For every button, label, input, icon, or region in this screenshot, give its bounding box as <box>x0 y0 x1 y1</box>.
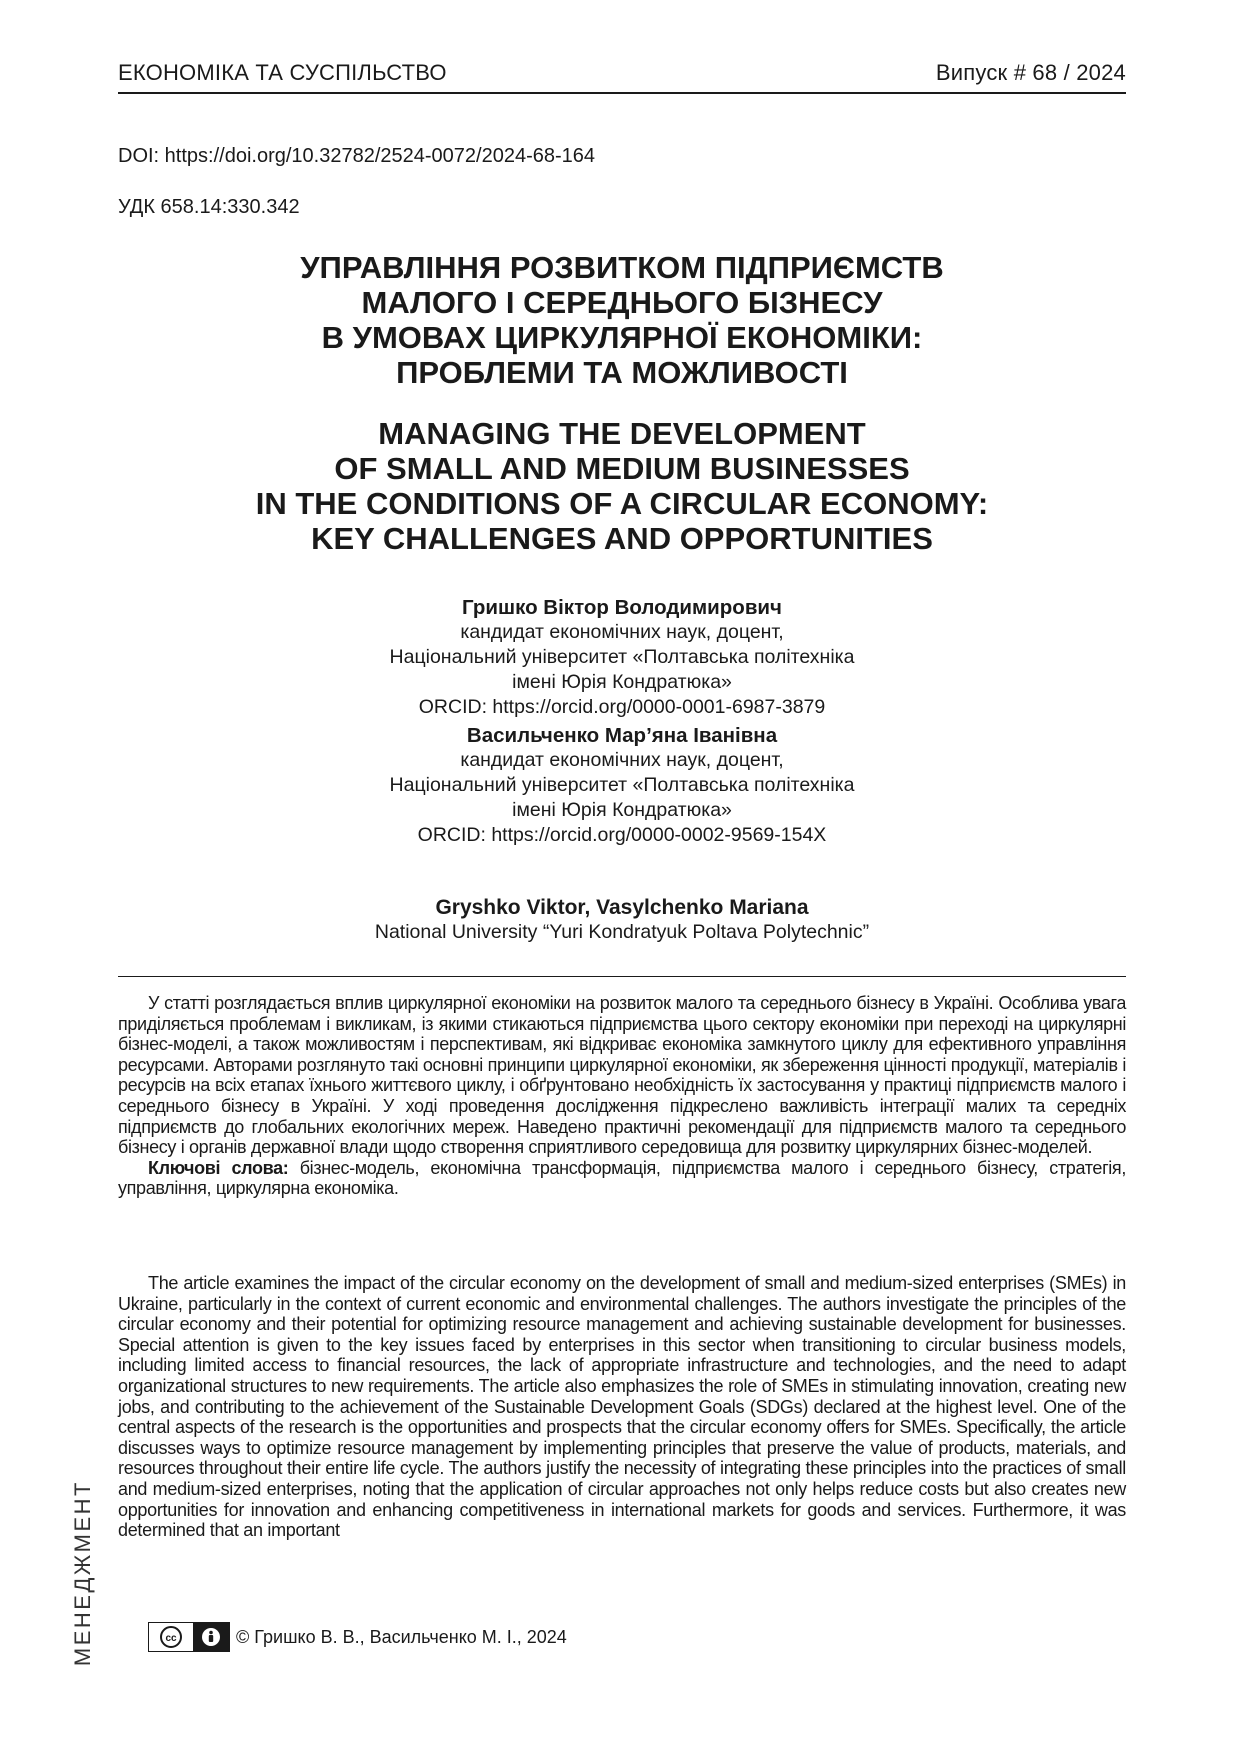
title-line: OF SMALL AND MEDIUM BUSINESSES <box>334 451 910 486</box>
title-line: IN THE CONDITIONS OF A CIRCULAR ECONOMY: <box>255 486 989 521</box>
author-1 <box>118 595 1126 720</box>
cc-by-icon <box>148 1622 230 1652</box>
journal-name: ЕКОНОМІКА ТА СУСПІЛЬСТВО <box>118 60 447 85</box>
keywords-text: бізнес-модель, економічна трансформація, підприємства малого і середнього бізнесу, стратегія, управління, циркулярна економіка. <box>118 1157 1126 1199</box>
title-line: MANAGING THE DEVELOPMENT <box>378 416 866 451</box>
title-ukrainian <box>118 250 1126 390</box>
authors-block <box>118 595 1126 851</box>
title-line: УПРАВЛІННЯ РОЗВИТКОМ ПІДПРИЄМСТВ <box>300 250 944 285</box>
section-side-label: МЕНЕДЖМЕНТ <box>70 1480 95 1667</box>
svg-text:cc: cc <box>165 1633 177 1644</box>
author-names-english: Gryshko Viktor, Vasylchenko Mariana <box>435 896 809 919</box>
udk-code: УДК 658.14:330.342 <box>118 196 300 218</box>
keywords-label: Ключові слова: <box>148 1157 289 1178</box>
author-degree: кандидат економічних наук, доцент, <box>460 749 784 771</box>
author-affiliation: Національний університет «Полтавська політехніка <box>389 646 855 668</box>
author-affiliation: Національний університет «Полтавська політехніка <box>389 774 855 796</box>
title-english <box>118 416 1126 556</box>
authors-english <box>118 895 1126 945</box>
author-2 <box>118 723 1126 848</box>
copyright-text: © Гришко В. В., Васильченко М. І., 2024 <box>236 1626 567 1647</box>
abstract-ukrainian <box>118 993 1126 1199</box>
section-divider <box>118 976 1126 977</box>
author-name: Васильченко Мар’яна Іванівна <box>466 724 778 747</box>
abstract-english <box>118 1273 1126 1541</box>
page-header <box>118 60 1126 94</box>
title-line: В УМОВАХ ЦИРКУЛЯРНОЇ ЕКОНОМІКИ: <box>321 320 923 355</box>
author-affiliation-english: National University “Yuri Kondratyuk Poltava Polytechnic” <box>374 921 870 943</box>
author-affiliation: імені Юрія Кондратюка» <box>512 799 732 821</box>
author-name: Гришко Віктор Володимирович <box>462 596 782 619</box>
title-line: ПРОБЛЕМИ ТА МОЖЛИВОСТІ <box>396 355 848 390</box>
abstract-text: У статті розглядається вплив циркулярної економіки на розвиток малого та середнього бізнесу в Україні. Особлива увага приділяється проблемам і викликам, із якими стикаються підприємства цього сектору економіки при переході на циркулярні бізнес-моделі, а також можливостям і перспективам, які відкриває економіка замкнутого циклу для ефективного управління ресурсами. Авторами розглянуто такі основні принципи циркулярної економіки, як збереження цінності продукції, матеріалів і ресурсів на всіх етапах їхнього життєвого циклу, і обґрунтовано необхідність їх застосування у практиці підприємств малого і середнього бізнесу в Україні. У ході проведення дослідження підкреслено важливість інтеграції малих та середніх підприємств до глобальних екологічних мереж. Наведено практичні рекомендації для підприємств малого та середнього бізнесу і органів державної влади щодо створення сприятливого середовища для розвитку циркулярних бізнес-моделей. <box>118 993 1126 1158</box>
title-line: МАЛОГО І СЕРЕДНЬОГО БІЗНЕСУ <box>361 285 883 320</box>
author-degree: кандидат економічних наук, доцент, <box>460 621 784 643</box>
keywords <box>118 1158 1126 1199</box>
page-footer <box>148 1622 567 1652</box>
author-orcid: ORCID: https://orcid.org/0000-0002-9569-154X <box>417 824 827 846</box>
issue-number: Випуск # 68 / 2024 <box>935 60 1126 85</box>
author-orcid: ORCID: https://orcid.org/0000-0001-6987-3879 <box>418 696 826 718</box>
author-affiliation: імені Юрія Кондратюка» <box>512 671 732 693</box>
abstract-text: The article examines the impact of the circular economy on the development of small and medium-sized enterprises (SMEs) in Ukraine, particularly in the context of current economic and environmental challenges. The authors investigate the principles of the circular economy and their potential for optimizing resource management and achieving sustainable development for businesses. Special attention is given to the key issues faced by enterprises in this sector when transitioning to circular business models, including limited access to financial resources, the lack of appropriate infrastructure and technologies, and the need to adapt organizational structures to new requirements. The article also emphasizes the role of SMEs in stimulating innovation, creating new jobs, and contributing to the achievement of the Sustainable Development Goals (SDGs) declared at the highest level. One of the central aspects of the research is the opportunities and prospects that the circular economy offers for SMEs. Specifically, the article discusses ways to optimize resource management by implementing principles that preserve the value of products, materials, and resources throughout their entire life cycle. The authors justify the necessity of integrating these principles into the practices of small and medium-sized enterprises, noting that the application of circular approaches not only helps reduce costs but also creates new opportunities for innovation and enhancing competitiveness in international markets for goods and services. Furthermore, it was determined that an important <box>118 1273 1126 1541</box>
doi: DOI: https://doi.org/10.32782/2524-0072/2024-68-164 <box>118 145 596 167</box>
title-line: KEY CHALLENGES AND OPPORTUNITIES <box>311 521 933 556</box>
